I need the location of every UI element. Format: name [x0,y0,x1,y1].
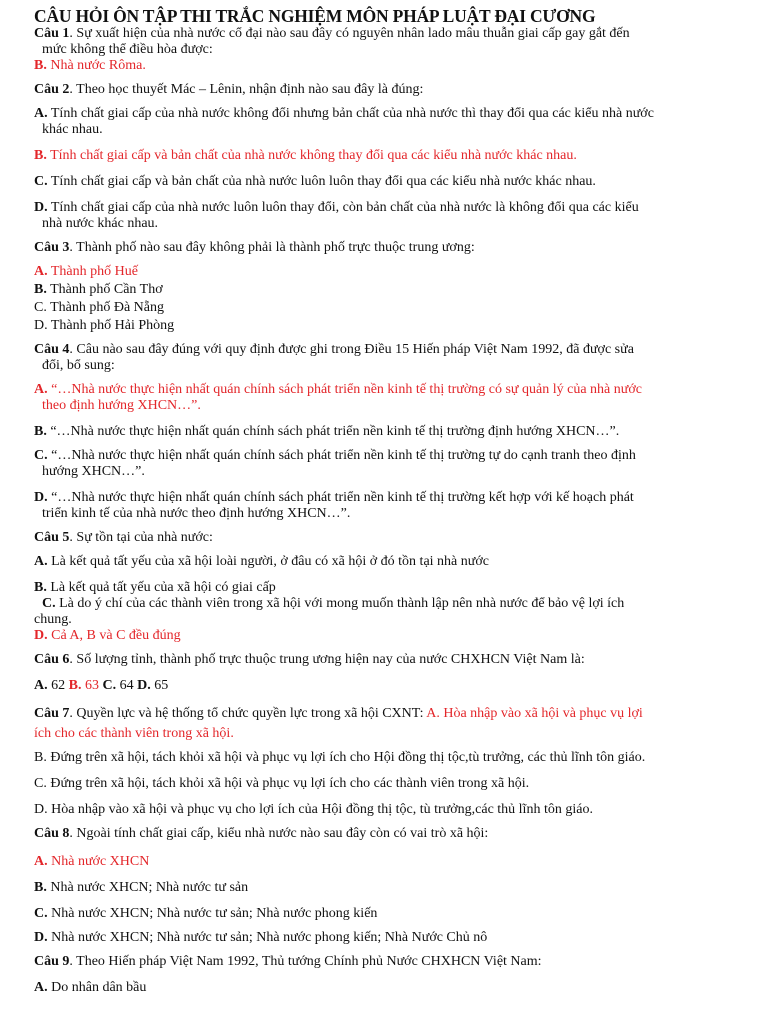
question-text: . Câu nào sau đây đúng với quy định được ghi trong Điều 15 Hiến pháp Việt Nam 1992, đã được sửa [69,342,634,357]
option-text: Là do ý chí của các thành viên trong xã hội với mong muốn thành lập nên nhà nước để bảo vệ lợi ích [55,596,625,611]
question-text: . Theo Hiến pháp Việt Nam 1992, Thủ tướng Chính phủ Nước CHXHCN Việt Nam: [69,954,542,969]
option-label: A. [34,854,48,869]
option-label: C. [98,678,117,693]
option-text: “…Nhà nước thực hiện nhất quán chính sách phát triển nền kinh tế thị trường tự do cạnh tranh theo định [47,448,636,463]
option-label: B. [34,424,47,439]
option-label: A. [34,980,48,995]
question-3 [34,240,754,334]
option-label: B. [34,282,47,297]
question-5-text [34,530,754,546]
option-text: Do nhân dân bầu [47,980,147,995]
option-text: “…Nhà nước thực hiện nhất quán chính sách phát triển nền kinh tế thị trường định hướng XHCN…”. [46,424,620,439]
option-a-answer [34,382,754,414]
option-text-continued: hướng XHCN…”. [42,464,145,479]
question-7 [34,706,754,818]
option-label: C. [34,906,48,921]
option-label: D. [34,930,48,945]
question-text-continued: đổi, bổ sung: [42,358,115,373]
option-text: Là kết quả tất yếu của xã hội có giai cấp [46,580,276,595]
option-d [34,490,754,522]
option-label: D. [34,490,48,505]
option-label: B. [34,880,47,895]
option-text: “…Nhà nước thực hiện nhất quán chính sách phát triển nền kinh tế thị trường có sự quản lý của nhà nước [47,382,642,397]
option-b [34,580,754,596]
question-text: . Sự tồn tại của nhà nước: [69,530,213,545]
option-b [34,424,754,440]
option-text-continued: triển kinh tế của nhà nước theo định hướng XHCN…”. [42,506,351,521]
option-d-answer [34,628,754,644]
question-number: Câu 3 [34,240,70,255]
option-text-continued: chung. [34,612,72,627]
question-number: Câu 4 [34,342,70,357]
question-6-text [34,652,754,668]
option-label: A. [34,264,48,279]
question-text: . Thành phố nào sau đây không phải là thành phố trực thuộc trung ương: [69,240,475,255]
option-a-answer [34,264,754,280]
option-c [34,906,754,922]
question-2-text [34,82,754,98]
option-label-answer: B. [68,678,82,693]
option-label: B. [34,58,47,73]
option-d: D. Thành phố Hải Phòng [34,318,175,333]
option-label: C. [34,174,48,189]
answer-text-continued: ích cho các thành viên trong xã hội. [34,726,234,741]
option-b [34,880,754,896]
option-a [34,554,754,570]
question-8-text [34,826,754,842]
option-text-continued: theo định hướng XHCN…”. [42,398,201,413]
question-9 [34,954,754,996]
option-c: C. Thành phố Đà Nẵng [34,300,164,315]
question-2 [34,82,754,232]
option-label: A. [34,554,48,569]
option-d [34,200,754,232]
option-b [34,282,754,298]
question-number: Câu 2 [34,82,70,97]
option-c [34,448,754,480]
option-text: Nhà nước Rôma. [46,58,146,73]
option-text-answer: 63 [81,678,99,693]
question-6 [34,652,754,694]
option-text: Thành phố Huế [47,264,138,279]
option-text: Thành phố Cần Thơ [46,282,163,297]
question-8 [34,826,754,946]
option-label: A. [34,382,48,397]
option-text-continued: nhà nước khác nhau. [42,216,159,231]
question-number: Câu 9 [34,954,70,969]
option-text: Nhà nước XHCN; Nhà nước tư sản [46,880,249,895]
option-text: Nhà nước XHCN; Nhà nước tư sản; Nhà nước phong kiến [47,906,378,921]
option-label: D. [34,628,48,643]
option-c [34,596,754,628]
question-1-answer [34,58,754,74]
option-label: B. [34,148,47,163]
option-c: C. Đứng trên xã hội, tách khỏi xã hội và phục vụ lợi ích cho các thành viên trong xã hội. [34,776,530,791]
question-text: . Quyền lực và hệ thống tổ chức quyền lực trong xã hội CXNT: [69,706,427,721]
option-text: 62 [47,678,69,693]
option-label: A. [34,678,48,693]
option-text: Cả A, B và C đều đúng [47,628,181,643]
document-title: CÂU HỎI ÔN TẬP THI TRẮC NGHIỆM MÔN PHÁP LUẬT ĐẠI CƯƠNG [34,6,596,26]
option-d: D. Hòa nhập vào xã hội và phục vụ cho lợi ích của Hội đồng thị tộc, tù trưởng,các thủ lĩnh tôn giáo. [34,802,593,817]
question-5 [34,530,754,644]
option-label: B. [34,580,47,595]
option-d [34,930,754,946]
question-number: Câu 1 [34,26,70,41]
question-3-text [34,240,754,256]
question-1 [34,26,754,74]
option-c [34,174,754,190]
option-text: Là kết quả tất yếu của xã hội loài người, ở đâu có xã hội ở đó tồn tại nhà nước [47,554,489,569]
option-text-continued: khác nhau. [42,122,103,137]
question-9-text [34,954,754,970]
option-label: C. [42,596,56,611]
question-text: . Ngoài tính chất giai cấp, kiểu nhà nước nào sau đây còn có vai trò xã hội: [69,826,489,841]
option-text: Nhà nước XHCN [47,854,150,869]
option-text: Tính chất giai cấp của nhà nước không đổi nhưng bản chất của nhà nước thì thay đổi qua các kiểu nhà nước [47,106,654,121]
question-1-text-line2: mức không thể điều hòa được: [42,42,213,57]
option-label: C. [34,448,48,463]
question-4 [34,342,754,522]
question-text: . Theo học thuyết Mác – Lênin, nhận định nào sau đây là đúng: [69,82,424,97]
option-text: Nhà nước XHCN; Nhà nước tư sản; Nhà nước phong kiến; Nhà Nước Chủ nô [47,930,488,945]
option-label: A. [34,106,48,121]
option-a-answer [34,854,754,870]
question-number: Câu 5 [34,530,70,545]
option-text: Tính chất giai cấp của nhà nước luôn luôn thay đổi, còn bản chất của nhà nước là không đổi qua các kiểu [47,200,639,215]
question-1-text [34,26,754,42]
option-text: “…Nhà nước thực hiện nhất quán chính sách phát triển nền kinh tế thị trường kết hợp với kế hoạch phát [47,490,634,505]
option-label: D. [34,200,48,215]
question-number: Câu 8 [34,826,70,841]
question-text: . Số lượng tỉnh, thành phố trực thuộc trung ương hiện nay của nước CHXHCN Việt Nam là: [69,652,585,667]
answer-text: A. Hòa nhập vào xã hội và phục vụ lợi [426,706,643,721]
option-text: Tính chất giai cấp và bản chất của nhà nước không thay đổi qua các kiểu nhà nước khác nhau. [46,148,577,163]
option-text: 65 [150,678,169,693]
option-a [34,106,754,138]
option-b-answer [34,148,754,164]
question-4-text [34,342,754,358]
option-text: 64 [116,678,138,693]
option-a [34,980,754,996]
question-number: Câu 7 [34,706,70,721]
question-6-options [34,678,754,694]
option-text: Tính chất giai cấp và bản chất của nhà nước luôn luôn thay đổi qua các kiểu nhà nước khác nhau. [47,174,596,189]
question-1-text-line1: . Sự xuất hiện của nhà nước cổ đại nào sau đây có nguyên nhân lado mâu thuẫn giai cấp gay gắt đến [69,26,630,41]
question-7-text [34,706,754,722]
option-b: B. Đứng trên xã hội, tách khỏi xã hội và phục vụ lợi ích cho Hội đồng thị tộc,tù trưởng, các thủ lĩnh tôn giáo. [34,750,646,765]
option-label: D. [137,678,151,693]
question-number: Câu 6 [34,652,70,667]
